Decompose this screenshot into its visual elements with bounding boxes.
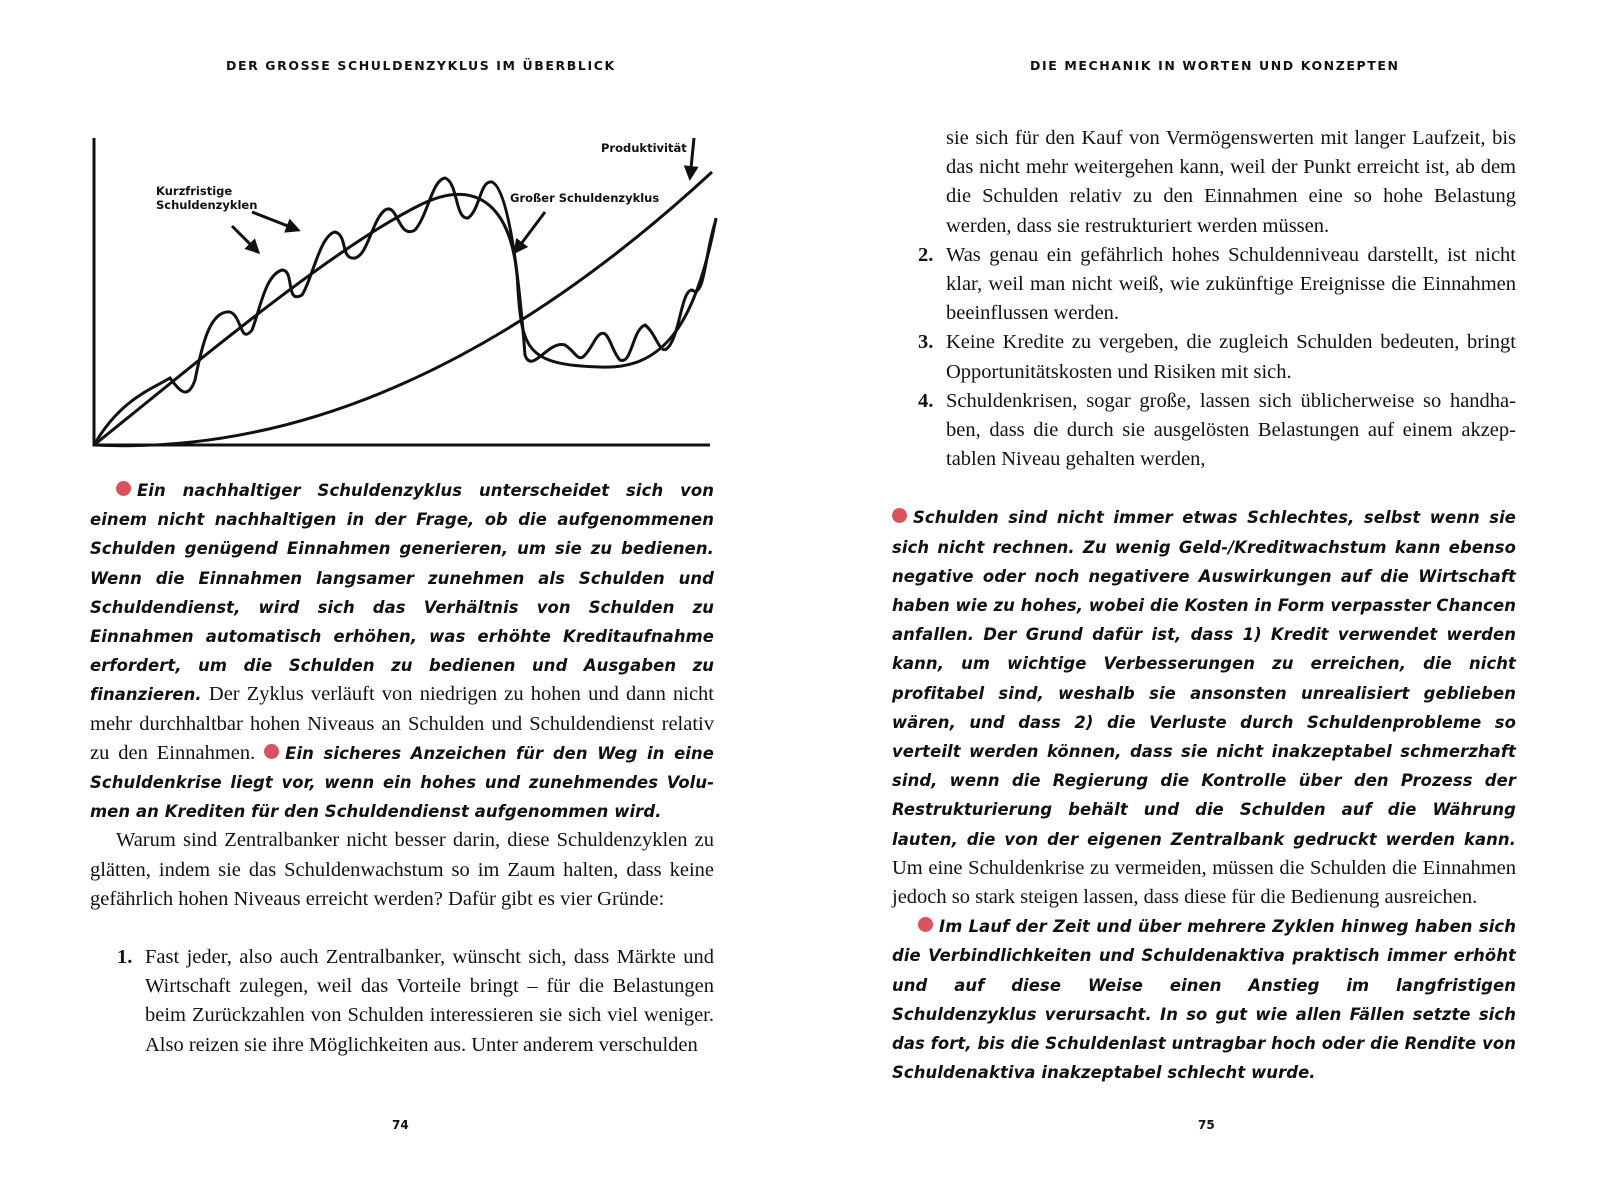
bullet-dot: [918, 917, 933, 932]
list-item-text: Was genau ein gefährlich hohes Schuldenniveau darstellt, ist nicht klar, weil man nicht weiß, wie zukünftige Ereignisse die Einnahmen beeinflussen werden.: [946, 243, 1516, 325]
list-item-number: 2.: [918, 243, 934, 266]
right-highlight-2: Im Lauf der Zeit und über mehrere Zyklen hinweg haben sich die Verbindlichkeiten und Schuldenaktiva praktisch immer erhöht und auf diese Weise einen Anstieg im langfristigen Schuldenzyklus verursacht. In so gut wie allen Fällen setzte sich das fort, bis die Schuldenlast untragbar hoch oder die Rendite von Schuldenaktiva inakzeptabel schlecht wurde.: [892, 917, 1516, 1083]
bullet-dot: [892, 508, 907, 523]
list-item-text: Fast jeder, also auch Zentralbanker, wünscht sich, dass Märkte und Wirtschaft zulegen, weil das Vorteile bringt – für die Belastungen beim Zurückzahlen von Schulden interessieren sie sich viel weniger. Also reizen sie ihre Möglichkeiten aus. Unter anderem verschulden: [145, 946, 714, 1056]
list-item-text: sie sich für den Kauf von Vermögenswerten mit langer Laufzeit, bis das nicht mehr weitergehen kann, weil der Punkt erreicht ist, ab dem die Schulden relativ zu den Einnahmen eine so hohe Belastung werden, dass sie restrukturiert werden müssen.: [946, 127, 1516, 237]
left-running-head: DER GROSSE SCHULDENZYKLUS IM ÜBERBLICK: [226, 58, 616, 73]
left-plain-1: Der Zyklus verläuft von niedrigen zu hohen und dann nicht mehr durchhaltbar hohen Niveaus an Schulden und Schuldendienst relativ zu den Einnahmen.: [90, 683, 714, 764]
label-productivity: Produktivität: [601, 141, 687, 155]
right-plain-1: Um eine Schuldenkrise zu vermeiden, müssen die Schulden die Einnahmen jedoch so stark steigen lassen, dass diese für die Bedienung ausreichen.: [892, 856, 1516, 909]
list-item-number: 3.: [918, 331, 934, 354]
big-cycle-arrow: [515, 212, 545, 252]
label-short-cycles-line2: Schuldenzyklen: [156, 198, 258, 212]
list-item-text: Schuldenkrisen, sogar große, lassen sich üblicherweise so handhaben, dass die durch sie ausgelösten Belastungen auf einem akzeptablen Niveau gehalten werden,: [946, 389, 1516, 471]
list-item: [918, 124, 1516, 241]
right-page-number: 75: [1198, 1118, 1215, 1132]
left-highlight-1: Ein nachhaltiger Schuldenzyklus unterscheidet sich von einem nicht nachhaltigen in der Frage, ob die aufgenommenen Schulden genügend Einnahmen generieren, um sie zu bedienen. Wenn die Einnahmen langsamer zunehmen als Schulden und Schuldendienst, wird sich das Verhältnis von Schulden zu Einnahmen automatisch erhöhen, was erhöhte Kreditaufnahme erfordert, um die Schulden zu bedienen und Ausgaben zu finanzieren.: [90, 481, 714, 705]
right-paragraph-1: [892, 503, 1516, 912]
short-debt-cycles-curve: [94, 178, 716, 445]
left-highlight-2: Ein sicheres Anzeichen für den Weg in eine Schuldenkrise liegt vor, wenn ein hohes und zunehmendes Volumen an Krediten für den Schuldendienst aufgenommen wird.: [90, 743, 714, 822]
label-big-cycle: Großer Schuldenzyklus: [510, 191, 660, 205]
list-item: [918, 241, 1516, 329]
left-reasons-list: [117, 943, 714, 1060]
right-paragraph-2: [892, 912, 1516, 1087]
list-item-number: 1.: [117, 946, 133, 969]
productivity-arrow: [690, 138, 694, 178]
list-item: [117, 943, 714, 1060]
debt-cycle-diagram: [80, 130, 720, 450]
list-item: [918, 328, 1516, 386]
list-item: [918, 387, 1516, 475]
right-reasons-list: [918, 124, 1516, 474]
list-item-number: 4.: [918, 389, 934, 412]
left-paragraph-1: [90, 476, 714, 826]
left-page-number: 74: [392, 1118, 409, 1132]
big-debt-cycle-curve: [94, 194, 716, 445]
left-paragraph-2: Warum sind Zentralbanker nicht besser darin, diese Schuldenzyklen zu glätten, indem sie das Schuldenwachstum so im Zaum halten, dass keine gefährlich hohen Niveaus erreicht werden? Dafür gibt es vier Gründe:: [90, 829, 714, 910]
list-item-text: Keine Kredite zu vergeben, die zugleich Schulden bedeuten, bringt Opportunitätskosten und Risiken mit sich.: [946, 331, 1516, 383]
left-body-text: [90, 476, 714, 1060]
bullet-dot: [116, 481, 131, 496]
short-cycles-arrow-2: [252, 212, 298, 230]
right-running-head: DIE MECHANIK IN WORTEN UND KONZEPTEN: [1030, 58, 1400, 73]
right-highlight-1: Schulden sind nicht immer etwas Schlechtes, selbst wenn sie sich nicht rechnen. Zu wenig Geld-/Kreditwachstum kann ebenso negative oder noch negativere Auswirkungen auf die Wirtschaft haben wie zu hohes, wobei die Kosten in Form verpasster Chancen anfallen. Der Grund dafür ist, dass 1) Kredit verwendet werden kann, um wichtige Verbesserungen zu erreichen, die nicht profitabel sind, weshalb sie ansonsten unrealisiert geblieben wären, und dass 2) die Verluste durch Schuldenprobleme so verteilt werden können, dass sie nicht inakzeptabel schmerzhaft sind, wenn die Regierung die Kontrolle über den Prozess der Restrukturierung behält und die Schulden auf die Währung lauten, die von der eigenen Zentralbank gedruckt werden kann.: [892, 508, 1516, 849]
right-body-text: [892, 124, 1516, 1088]
short-cycles-arrow-1: [232, 226, 258, 252]
bullet-dot: [264, 744, 279, 759]
label-short-cycles-line1: Kurzfristige: [156, 184, 233, 198]
